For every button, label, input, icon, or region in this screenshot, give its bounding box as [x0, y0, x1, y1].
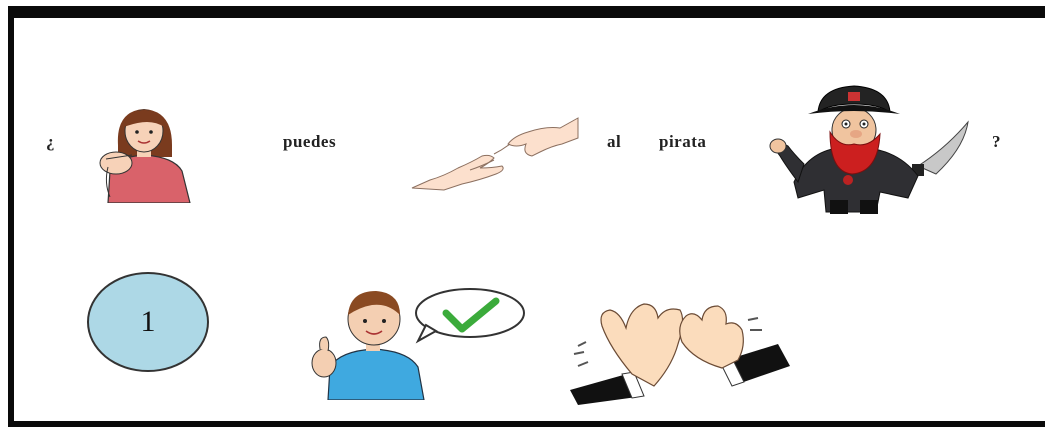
step-number-circle — [87, 272, 209, 372]
word-pirata: pirata — [659, 132, 707, 151]
pirate-icon — [768, 82, 978, 217]
close-question-mark: ? — [992, 132, 1001, 151]
open-question-mark: ¿ — [46, 132, 55, 151]
hands-giving-icon — [410, 110, 580, 195]
woman-pointing-to-self-icon — [80, 105, 215, 203]
word-al: al — [607, 132, 622, 151]
step-number: 1 — [140, 305, 156, 338]
clapping-hands-icon — [570, 290, 802, 405]
boy-thumbs-up-checkmark-icon — [300, 285, 530, 400]
word-puedes: puedes — [283, 132, 337, 151]
